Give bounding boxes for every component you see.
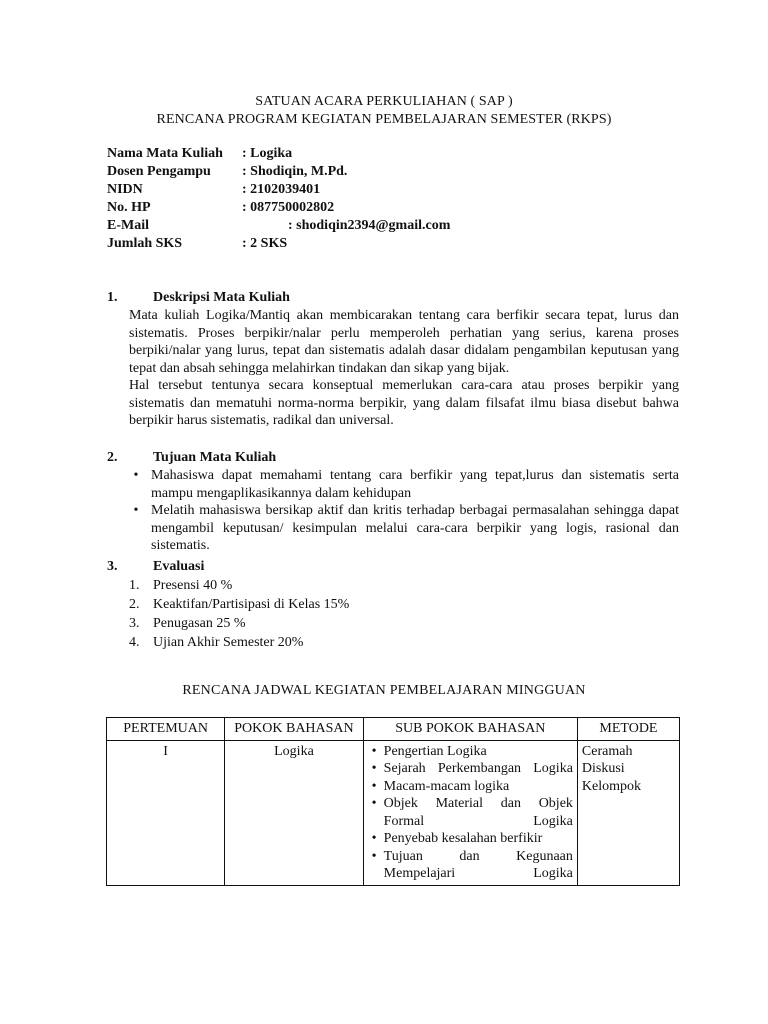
info-label: NIDN xyxy=(107,182,143,197)
schedule-title: RENCANA JADWAL KEGIATAN PEMBELAJARAN MINGGUAN xyxy=(182,683,586,698)
section-title: Deskripsi Mata Kuliah xyxy=(153,290,290,305)
list-item-text: Macam-macam logika xyxy=(383,778,510,794)
list-item xyxy=(107,502,679,555)
info-value: : 087750002802 xyxy=(242,200,335,215)
list-item xyxy=(368,743,573,761)
document-title xyxy=(0,93,768,129)
list-item-text: Melatih mahasiswa bersikap aktif dan kritis terhadap berbagai permasalahan sehingga dapat mengambil keputusan/ kesimpulan melalui cara-cara berpikir yang logis, rasional dan sistematis. xyxy=(151,503,679,553)
schedule-table xyxy=(106,717,680,886)
paragraph: Hal tersebut tentunya secara konseptual memerlukan cara-cara atau proses berpikir yang sistematis dan mematuhi norma-norma berpikir, yang dalam filsafat ilmu biasa disebut bahwa berpikir harus sistematis, radikal dan universal. xyxy=(129,378,679,428)
list-item-text: Sejarah Perkembangan Logika xyxy=(383,761,573,776)
list-item xyxy=(107,467,679,502)
info-label: Dosen Pengampu xyxy=(107,164,211,179)
bullet-icon: • xyxy=(371,761,377,776)
list-item-text: Penyebab kesalahan berfikir xyxy=(383,831,543,846)
section-objectives xyxy=(107,449,679,555)
info-value: : 2102039401 xyxy=(242,182,321,197)
section-heading xyxy=(107,558,679,576)
list-number: 2. xyxy=(129,597,140,612)
info-label: E-Mail xyxy=(107,218,149,233)
title-line-2: RENCANA PROGRAM KEGIATAN PEMBELAJARAN SEMESTER (RKPS) xyxy=(156,112,612,127)
table-row xyxy=(107,740,680,885)
list-item xyxy=(368,795,573,830)
list-item-text: Presensi 40 % xyxy=(153,578,233,593)
info-row xyxy=(107,163,450,181)
section-title: Evaluasi xyxy=(153,559,205,574)
info-label: Jumlah SKS xyxy=(107,236,183,251)
list-item xyxy=(107,576,679,595)
list-item-text: Tujuan dan Kegunaan Mempelajari Logika xyxy=(383,848,573,881)
info-value: : Logika xyxy=(242,146,293,161)
list-item-text: Penugasan 25 % xyxy=(153,616,246,631)
cell-metode xyxy=(577,740,679,885)
info-value: : 2 SKS xyxy=(242,236,288,251)
bullet-icon: • xyxy=(371,743,377,759)
list-item-text: Objek Material dan Objek Formal Logika xyxy=(383,796,573,829)
cell-pertemuan: I xyxy=(107,740,225,885)
column-header: METODE xyxy=(577,718,679,741)
info-label: Nama Mata Kuliah xyxy=(107,146,223,161)
list-item xyxy=(368,830,573,848)
info-row xyxy=(107,217,450,235)
section-number: 3. xyxy=(107,559,118,574)
title-line-1: SATUAN ACARA PERKULIAHAN ( SAP ) xyxy=(255,94,513,109)
column-header: PERTEMUAN xyxy=(107,718,225,741)
description-text xyxy=(107,307,679,430)
info-row xyxy=(107,199,450,217)
list-item-text: Mahasiswa dapat memahami tentang cara berfikir yang tepat,lurus dan sistematis serta mampu mengaplikasikannya dalam kehidupan xyxy=(151,468,679,501)
section-heading xyxy=(107,449,679,467)
section-number: 1. xyxy=(107,290,118,305)
info-row xyxy=(107,181,450,199)
list-number: 4. xyxy=(129,635,140,650)
info-value: : shodiqin2394@gmail.com xyxy=(288,218,451,233)
list-item xyxy=(368,778,573,796)
list-item-text: Keaktifan/Partisipasi di Kelas 15% xyxy=(153,597,350,612)
method-item: Ceramah xyxy=(581,743,633,759)
list-item xyxy=(368,848,573,883)
cell-sub-pokok-bahasan xyxy=(363,740,577,885)
list-number: 1. xyxy=(129,578,140,593)
method-item: Diskusi xyxy=(581,761,625,776)
bullet-icon: • xyxy=(371,831,377,846)
list-item-text: Pengertian Logika xyxy=(383,743,487,759)
method-item: Kelompok xyxy=(581,778,642,794)
info-row xyxy=(107,145,450,163)
info-row xyxy=(107,235,450,253)
table-header-row xyxy=(107,718,680,741)
bullet-icon: • xyxy=(133,503,139,518)
bullet-icon: • xyxy=(371,848,377,864)
course-info xyxy=(107,145,450,253)
column-header: SUB POKOK BAHASAN xyxy=(363,718,577,741)
list-item xyxy=(368,760,573,778)
list-item xyxy=(107,595,679,614)
list-item xyxy=(107,633,679,652)
bullet-icon: • xyxy=(133,468,139,483)
info-value: : Shodiqin, M.Pd. xyxy=(242,164,348,179)
column-header: POKOK BAHASAN xyxy=(225,718,363,741)
evaluation-list xyxy=(107,576,679,652)
list-number: 3. xyxy=(129,616,140,631)
section-evaluation xyxy=(107,558,679,652)
section-description xyxy=(107,289,679,430)
info-label: No. HP xyxy=(107,200,151,215)
cell-pokok-bahasan: Logika xyxy=(225,740,363,885)
section-heading xyxy=(107,289,679,307)
section-title: Tujuan Mata Kuliah xyxy=(153,450,277,465)
bullet-icon: • xyxy=(371,778,377,794)
section-number: 2. xyxy=(107,450,118,465)
list-item xyxy=(107,614,679,633)
paragraph: Mata kuliah Logika/Mantiq akan membicarakan tentang cara berfikir secara tepat, lurus dan sistematis. Proses berpikir/nalar perlu memperoleh perhatian yang serius, karena proses berpiki/nalar yang lurus, tepat dan sistematis adalah dasar didalam pengambilan keputusan yang tepat dan absah sehingga melahirkan tindakan dan sikap yang bijak. xyxy=(129,308,679,376)
sub-topic-list xyxy=(368,743,573,883)
bullet-icon: • xyxy=(371,796,377,811)
list-item-text: Ujian Akhir Semester 20% xyxy=(153,635,304,650)
objectives-list xyxy=(107,467,679,555)
